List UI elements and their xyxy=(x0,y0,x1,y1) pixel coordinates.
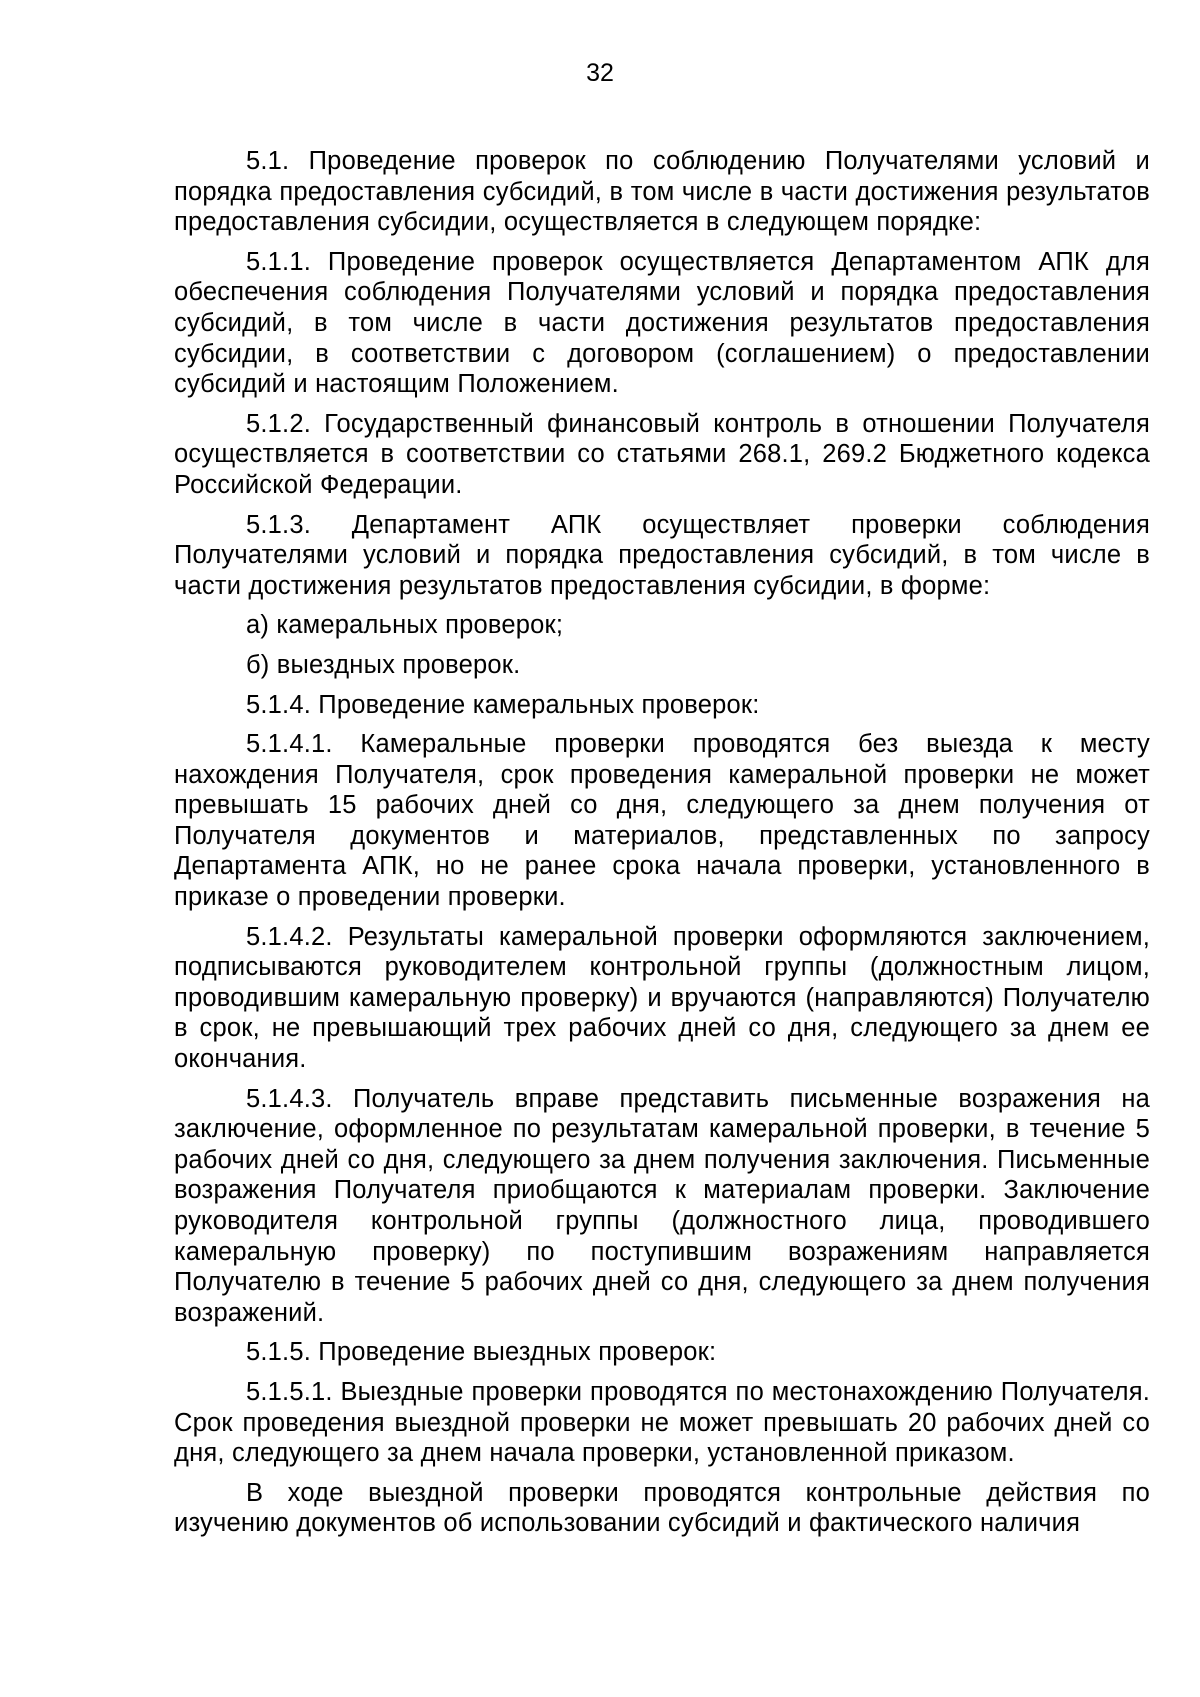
paragraph-5-1: 5.1. Проведение проверок по соблюдению Получателями условий и порядка предоставления субсидий, в том числе в части достижения результатов предоставления субсидии, осуществляется в следующем порядке: xyxy=(174,147,1150,237)
paragraph-5-1-4-2: 5.1.4.2. Результаты камеральной проверки оформляются заключением, подписываются руководителем контрольной группы (должностным лицом, проводившим камеральную проверку) и вручаются (направляются) Получателю в срок, не превышающий трех рабочих дней со дня, следующего за днем ее окончания. xyxy=(174,922,1150,1074)
paragraph-5-1-5: 5.1.5. Проведение выездных проверок: xyxy=(246,1338,717,1367)
paragraph-5-1-3: 5.1.3. Департамент АПК осуществляет проверки соблюдения Получателями условий и порядка предоставления субсидий, в том числе в части достижения результатов предоставления субсидии, в форме: xyxy=(174,510,1150,600)
paragraph-field-check: В ходе выездной проверки проводятся контрольные действия по изучению документов об использовании субсидий и фактического наличия xyxy=(174,1478,1150,1538)
paragraph-5-1-4-3: 5.1.4.3. Получатель вправе представить письменные возражения на заключение, оформленное по результатам камеральной проверки, в течение 5 рабочих дней со дня, следующего за днем получения заключения. Письменные возражения Получателя приобщаются к материалам проверки. Заключение руководителя контрольной группы (должностного лица, проводившего камеральную проверку) по поступившим возражениям направляется Получателю в течение 5 рабочих дней со дня, следующего за днем получения возражений. xyxy=(174,1084,1150,1327)
list-item-a: а) камеральных проверок; xyxy=(246,611,564,640)
document-body xyxy=(174,146,1150,1548)
paragraph-5-1-4: 5.1.4. Проведение камеральных проверок: xyxy=(246,690,760,719)
page-number: 32 xyxy=(586,59,614,87)
paragraph-5-1-5-1: 5.1.5.1. Выездные проверки проводятся по местонахождению Получателя. Срок проведения выездной проверки не может превышать 20 рабочих дней со дня, следующего за днем начала проверки, установленной приказом. xyxy=(174,1377,1150,1468)
paragraph-5-1-1: 5.1.1. Проведение проверок осуществляется Департаментом АПК для обеспечения соблюдения Получателями условий и порядка предоставления субсидий, в том числе в части достижения результатов предоставления субсидии, в соответствии с договором (соглашением) о предоставлении субсидий и настоящим Положением. xyxy=(174,247,1150,399)
list-item-b: б) выездных проверок. xyxy=(246,650,521,679)
paragraph-5-1-2: 5.1.2. Государственный финансовый контроль в отношении Получателя осуществляется в соответствии со статьями 268.1, 269.2 Бюджетного кодекса Российской Федерации. xyxy=(174,409,1150,499)
paragraph-5-1-4-1: 5.1.4.1. Камеральные проверки проводятся без выезда к месту нахождения Получателя, срок проведения камеральной проверки не может превышать 15 рабочих дней со дня, следующего за днем получения от Получателя документов и материалов, представленных по запросу Департамента АПК, но не ранее срока начала проверки, установленного в приказе о проведении проверки. xyxy=(174,730,1150,912)
